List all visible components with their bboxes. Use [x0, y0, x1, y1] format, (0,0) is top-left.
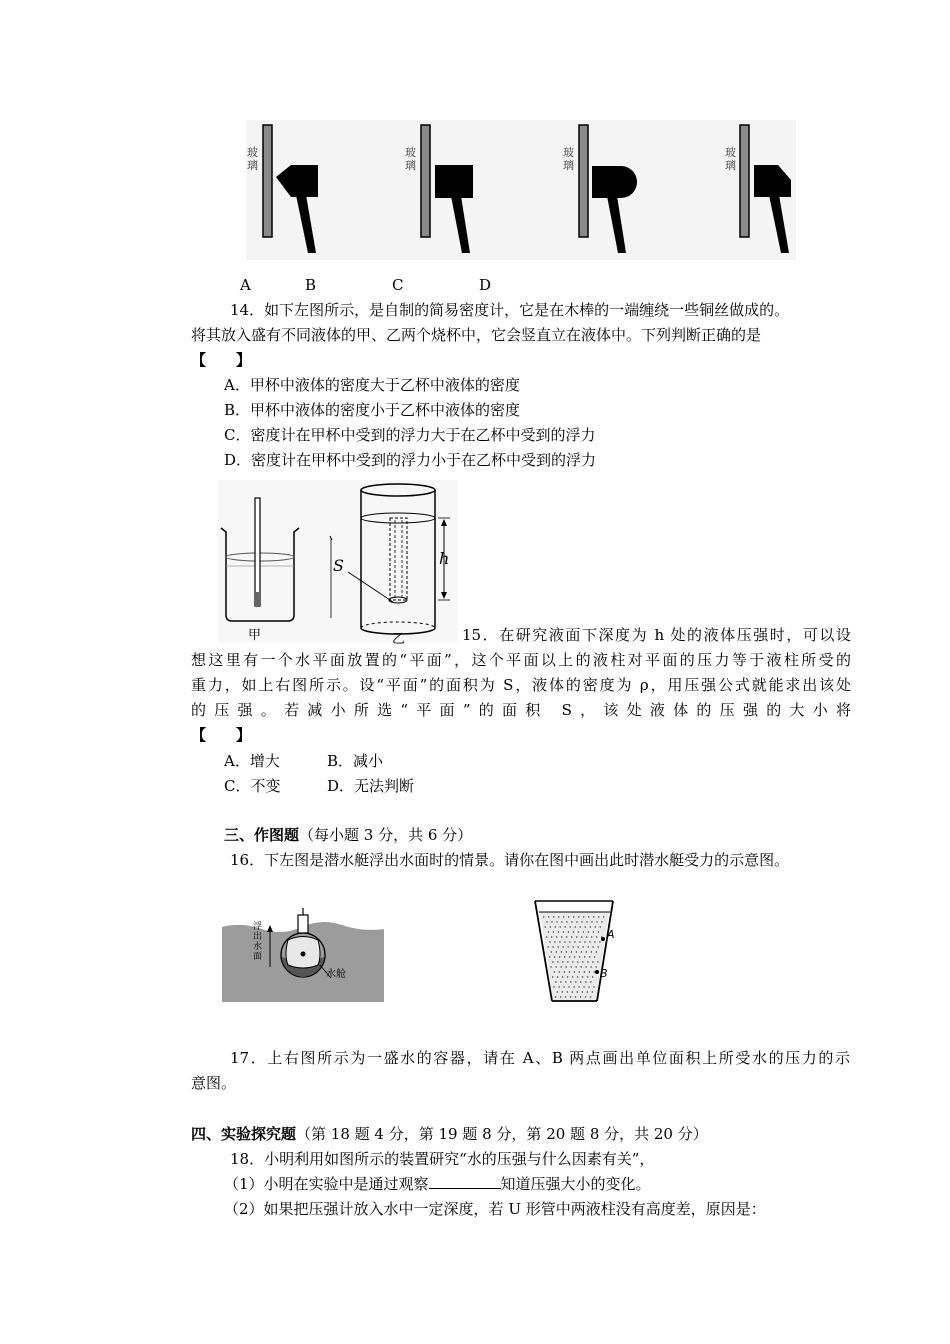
water-dot	[586, 921, 587, 922]
fig-label-jia: 甲	[248, 628, 262, 643]
water-dot	[581, 921, 582, 922]
water-dot	[578, 986, 579, 987]
water-dot	[567, 991, 568, 992]
water-dot	[561, 936, 562, 937]
q16-submarine-figure	[222, 905, 384, 1002]
fig-label-h: h	[439, 549, 450, 568]
water-dot	[562, 946, 563, 947]
water-dot	[564, 941, 565, 942]
water-dot	[597, 961, 598, 962]
water-dot	[586, 951, 587, 952]
q17-line-2: 意图。	[191, 1074, 237, 1092]
water-dot	[572, 976, 573, 977]
water-dot	[579, 956, 580, 957]
water-dot	[587, 946, 588, 947]
water-dot	[585, 966, 586, 967]
water-dot	[562, 991, 563, 992]
water-dot	[560, 926, 561, 927]
water-dot	[573, 986, 574, 987]
water-dot	[558, 931, 559, 932]
water-dot	[565, 996, 566, 997]
water-dot	[595, 966, 596, 967]
water-dot	[580, 966, 581, 967]
water-dot	[585, 981, 586, 982]
point-a	[601, 937, 605, 941]
q18-part-1-after: 知道压强大小的变化。	[500, 1175, 651, 1193]
water-dot	[564, 956, 565, 957]
water-dot	[575, 981, 576, 982]
water-dot	[551, 936, 552, 937]
q15-line-3: 重力，如上右图所示。设“平面”的面积为 S，液体的密度为 ρ，用压强公式就能求出该处	[191, 676, 851, 694]
q17-container-figure	[533, 897, 619, 1005]
water-dot	[546, 921, 547, 922]
water-dot	[576, 936, 577, 937]
water-dot	[557, 991, 558, 992]
water-dot	[575, 926, 576, 927]
water-dot	[569, 941, 570, 942]
water-dot	[590, 981, 591, 982]
water-dot	[591, 951, 592, 952]
water-dot	[590, 996, 591, 997]
water-dot	[552, 946, 553, 947]
water-dot	[553, 986, 554, 987]
water-dot	[551, 951, 552, 952]
q17-line-1: 17．上右图所示为一盛水的容器，请在 A、B 两点画出单位面积上所受水的压力的示	[230, 1049, 850, 1067]
water-dot	[563, 931, 564, 932]
q17-label-a: A	[607, 928, 615, 941]
water-dot	[582, 961, 583, 962]
water-dot	[577, 946, 578, 947]
point-b	[595, 970, 599, 974]
water-dot	[572, 991, 573, 992]
water-dot	[575, 996, 576, 997]
water-dot	[590, 926, 591, 927]
densimeter-stick	[255, 498, 260, 606]
q15-line-2: 想这里有一个水平面放置的“平面”，这个平面以上的液柱对平面的压力等于液柱所受的	[191, 651, 851, 669]
water-dot	[589, 941, 590, 942]
water-dot	[595, 926, 596, 927]
water-dot	[587, 976, 588, 977]
water-dot	[560, 996, 561, 997]
water-dot	[576, 921, 577, 922]
water-dot	[586, 936, 587, 937]
water-dot	[553, 916, 554, 917]
water-dot	[568, 931, 569, 932]
q15-option-a: A．增大	[224, 752, 280, 770]
q18-part-1-before: （1）小明在实验中是通过观察	[224, 1175, 429, 1193]
water-dot	[577, 976, 578, 977]
water-dot	[585, 996, 586, 997]
water-dot	[591, 921, 592, 922]
q13-option-c-label: C	[392, 276, 404, 294]
water-dot	[552, 961, 553, 962]
water-dot	[559, 971, 560, 972]
water-dot	[591, 936, 592, 937]
q15-option-b: B．减小	[327, 752, 384, 770]
glass-label-b: 玻璃	[405, 146, 416, 172]
q15-line-4: 的压强。若减小所选“平面”的面积 S，该处液体的压强的大小将	[191, 701, 851, 719]
water-dot	[563, 916, 564, 917]
water-dot	[581, 951, 582, 952]
q13-option-a-label: A	[240, 276, 251, 294]
water-dot	[578, 916, 579, 917]
water-dot	[596, 921, 597, 922]
water-dot	[584, 956, 585, 957]
water-dot	[565, 926, 566, 927]
water-dot	[600, 926, 601, 927]
q15-option-d: D．无法判断	[327, 777, 415, 795]
water-dot	[567, 946, 568, 947]
water-dot	[583, 931, 584, 932]
water-dot	[571, 921, 572, 922]
water-dot	[581, 936, 582, 937]
water-dot	[543, 916, 544, 917]
water-dot	[594, 971, 595, 972]
water-dot	[579, 971, 580, 972]
water-dot	[582, 991, 583, 992]
water-dot	[598, 916, 599, 917]
water-dot	[552, 976, 553, 977]
water-dot	[558, 986, 559, 987]
water-dot	[593, 986, 594, 987]
water-dot	[555, 996, 556, 997]
q14-bracket: 【 】	[191, 351, 252, 369]
q18-stem: 18．小明利用如图所示的装置研究“水的压强与什么因素有关”，	[230, 1150, 655, 1168]
water-dot	[576, 951, 577, 952]
section-3-heading	[224, 824, 472, 845]
fig-label-s: S	[333, 556, 344, 575]
water-dot	[568, 916, 569, 917]
q14-option-c: C．密度计在甲杯中受到的浮力大于在乙杯中受到的浮力	[224, 426, 596, 444]
water-dot	[563, 986, 564, 987]
q15-line-1: 15．在研究液面下深度为 h 处的液体压强时，可以设	[462, 626, 851, 644]
water-dot	[573, 916, 574, 917]
water-dot	[571, 936, 572, 937]
q14-line-2: 将其放入盛有不同液体的甲、乙两个烧杯中，它会竖直立在液体中。下列判断正确的是	[191, 326, 762, 344]
water-dot	[593, 931, 594, 932]
water-dot	[594, 941, 595, 942]
q13-option-d-label: D	[479, 276, 492, 294]
water-dot	[585, 926, 586, 927]
water-dot	[574, 956, 575, 957]
water-dot	[592, 976, 593, 977]
q16-arrow-label: 浮出水面	[253, 922, 263, 962]
water-dot	[569, 971, 570, 972]
water-dot	[603, 916, 604, 917]
water-dot	[555, 966, 556, 967]
water-dot	[570, 996, 571, 997]
water-dot	[596, 936, 597, 937]
q17-label-b: B	[600, 967, 608, 980]
water-dot	[569, 956, 570, 957]
water-dot	[551, 921, 552, 922]
water-dot	[565, 981, 566, 982]
water-dot	[577, 991, 578, 992]
water-dot	[556, 921, 557, 922]
fig-label-yi: 乙	[392, 632, 406, 647]
section-4-note: （第 18 题 4 分，第 19 题 8 分，第 20 题 8 分，共 20 分）	[296, 1125, 708, 1143]
water-dot	[558, 916, 559, 917]
water-dot	[546, 936, 547, 937]
water-dot	[559, 941, 560, 942]
water-dot	[555, 926, 556, 927]
water-dot	[599, 941, 600, 942]
water-dot	[549, 941, 550, 942]
section-3-note: （每小题 3 分，共 6 分）	[299, 826, 473, 844]
q14-option-b: B．甲杯中液体的密度小于乙杯中液体的密度	[224, 401, 521, 419]
water-dot	[579, 941, 580, 942]
water-dot	[578, 931, 579, 932]
water-dot	[556, 951, 557, 952]
water-dot	[574, 941, 575, 942]
water-dot	[550, 926, 551, 927]
q15-bracket: 【 】	[191, 726, 252, 744]
q14-option-d: D．密度计在甲杯中受到的浮力小于在乙杯中受到的浮力	[224, 451, 597, 469]
water-dot	[554, 941, 555, 942]
water-dot	[561, 951, 562, 952]
water-dot	[566, 951, 567, 952]
water-dot	[589, 971, 590, 972]
water-dot	[587, 961, 588, 962]
water-dot	[548, 931, 549, 932]
water-dot	[549, 956, 550, 957]
water-dot	[590, 966, 591, 967]
water-dot	[575, 966, 576, 967]
water-dot	[593, 916, 594, 917]
glass-label-a: 玻璃	[247, 146, 258, 172]
water-dot	[562, 976, 563, 977]
water-dot	[557, 946, 558, 947]
section-4-title: 四、实验探究题	[191, 1125, 297, 1143]
q14-line-1: 14．如下左图所示，是自制的简易密度计，它是在木棒的一端缠绕一些铜丝做成的。	[230, 301, 790, 319]
water-dot	[566, 936, 567, 937]
water-dot	[557, 976, 558, 977]
water-dot	[589, 956, 590, 957]
water-dot	[588, 931, 589, 932]
water-dot	[572, 961, 573, 962]
water-dot	[554, 956, 555, 957]
glass-label-c: 玻璃	[563, 146, 574, 172]
water-dot	[583, 986, 584, 987]
water-dot	[587, 991, 588, 992]
water-dot	[559, 956, 560, 957]
water-dot	[601, 921, 602, 922]
water-dot	[548, 916, 549, 917]
water-dot	[568, 986, 569, 987]
water-dot	[547, 946, 548, 947]
water-dot	[592, 946, 593, 947]
q13-figure	[246, 120, 796, 260]
water-dot	[570, 966, 571, 967]
water-dot	[562, 961, 563, 962]
water-dot	[545, 926, 546, 927]
water-dot	[570, 981, 571, 982]
water-dot	[560, 981, 561, 982]
water-dot	[560, 966, 561, 967]
water-dot	[597, 946, 598, 947]
water-dot	[554, 971, 555, 972]
water-dot	[573, 931, 574, 932]
water-dot	[561, 921, 562, 922]
q18-part-1	[224, 1173, 651, 1194]
water-dot	[598, 931, 599, 932]
water-dot	[567, 976, 568, 977]
water-dot	[580, 996, 581, 997]
glass-label-d: 玻璃	[725, 146, 736, 172]
water-dot	[571, 951, 572, 952]
water-dot	[570, 926, 571, 927]
q13-option-b-label: B	[305, 276, 317, 294]
water-dot	[584, 971, 585, 972]
q16-text: 16．下左图是潜水艇浮出水面时的情景。请你在图中画出此时潜水艇受力的示意图。	[230, 851, 790, 869]
water-dot	[580, 926, 581, 927]
water-dot	[580, 981, 581, 982]
water-dot	[596, 951, 597, 952]
water-dot	[583, 916, 584, 917]
water-dot	[577, 961, 578, 962]
q18-part-2: （2）如果把压强计放入水中一定深度，若 U 形管中两液柱没有高度差，原因是：	[224, 1200, 766, 1218]
q15-option-c: C．不变	[224, 777, 281, 795]
q14-option-a: A．甲杯中液体的密度大于乙杯中液体的密度	[224, 376, 520, 394]
section-4-heading	[191, 1123, 708, 1144]
q16-tank-label: 水舱	[326, 969, 346, 980]
water-dot	[588, 916, 589, 917]
water-dot	[555, 981, 556, 982]
water-dot	[564, 971, 565, 972]
water-dot	[574, 971, 575, 972]
water-dot	[592, 961, 593, 962]
water-dot	[584, 941, 585, 942]
water-dot	[566, 921, 567, 922]
section-3-title: 三、作图题	[224, 826, 300, 844]
water-dot	[594, 956, 595, 957]
water-dot	[553, 931, 554, 932]
q18-answer-blank[interactable]	[429, 1174, 501, 1189]
water-dot	[582, 976, 583, 977]
water-dot	[556, 936, 557, 937]
water-dot	[565, 966, 566, 967]
water-dot	[582, 946, 583, 947]
water-dot	[592, 991, 593, 992]
water-dot	[557, 961, 558, 962]
water-dot	[588, 986, 589, 987]
water-dot	[572, 946, 573, 947]
water-dot	[550, 966, 551, 967]
water-dot	[567, 961, 568, 962]
